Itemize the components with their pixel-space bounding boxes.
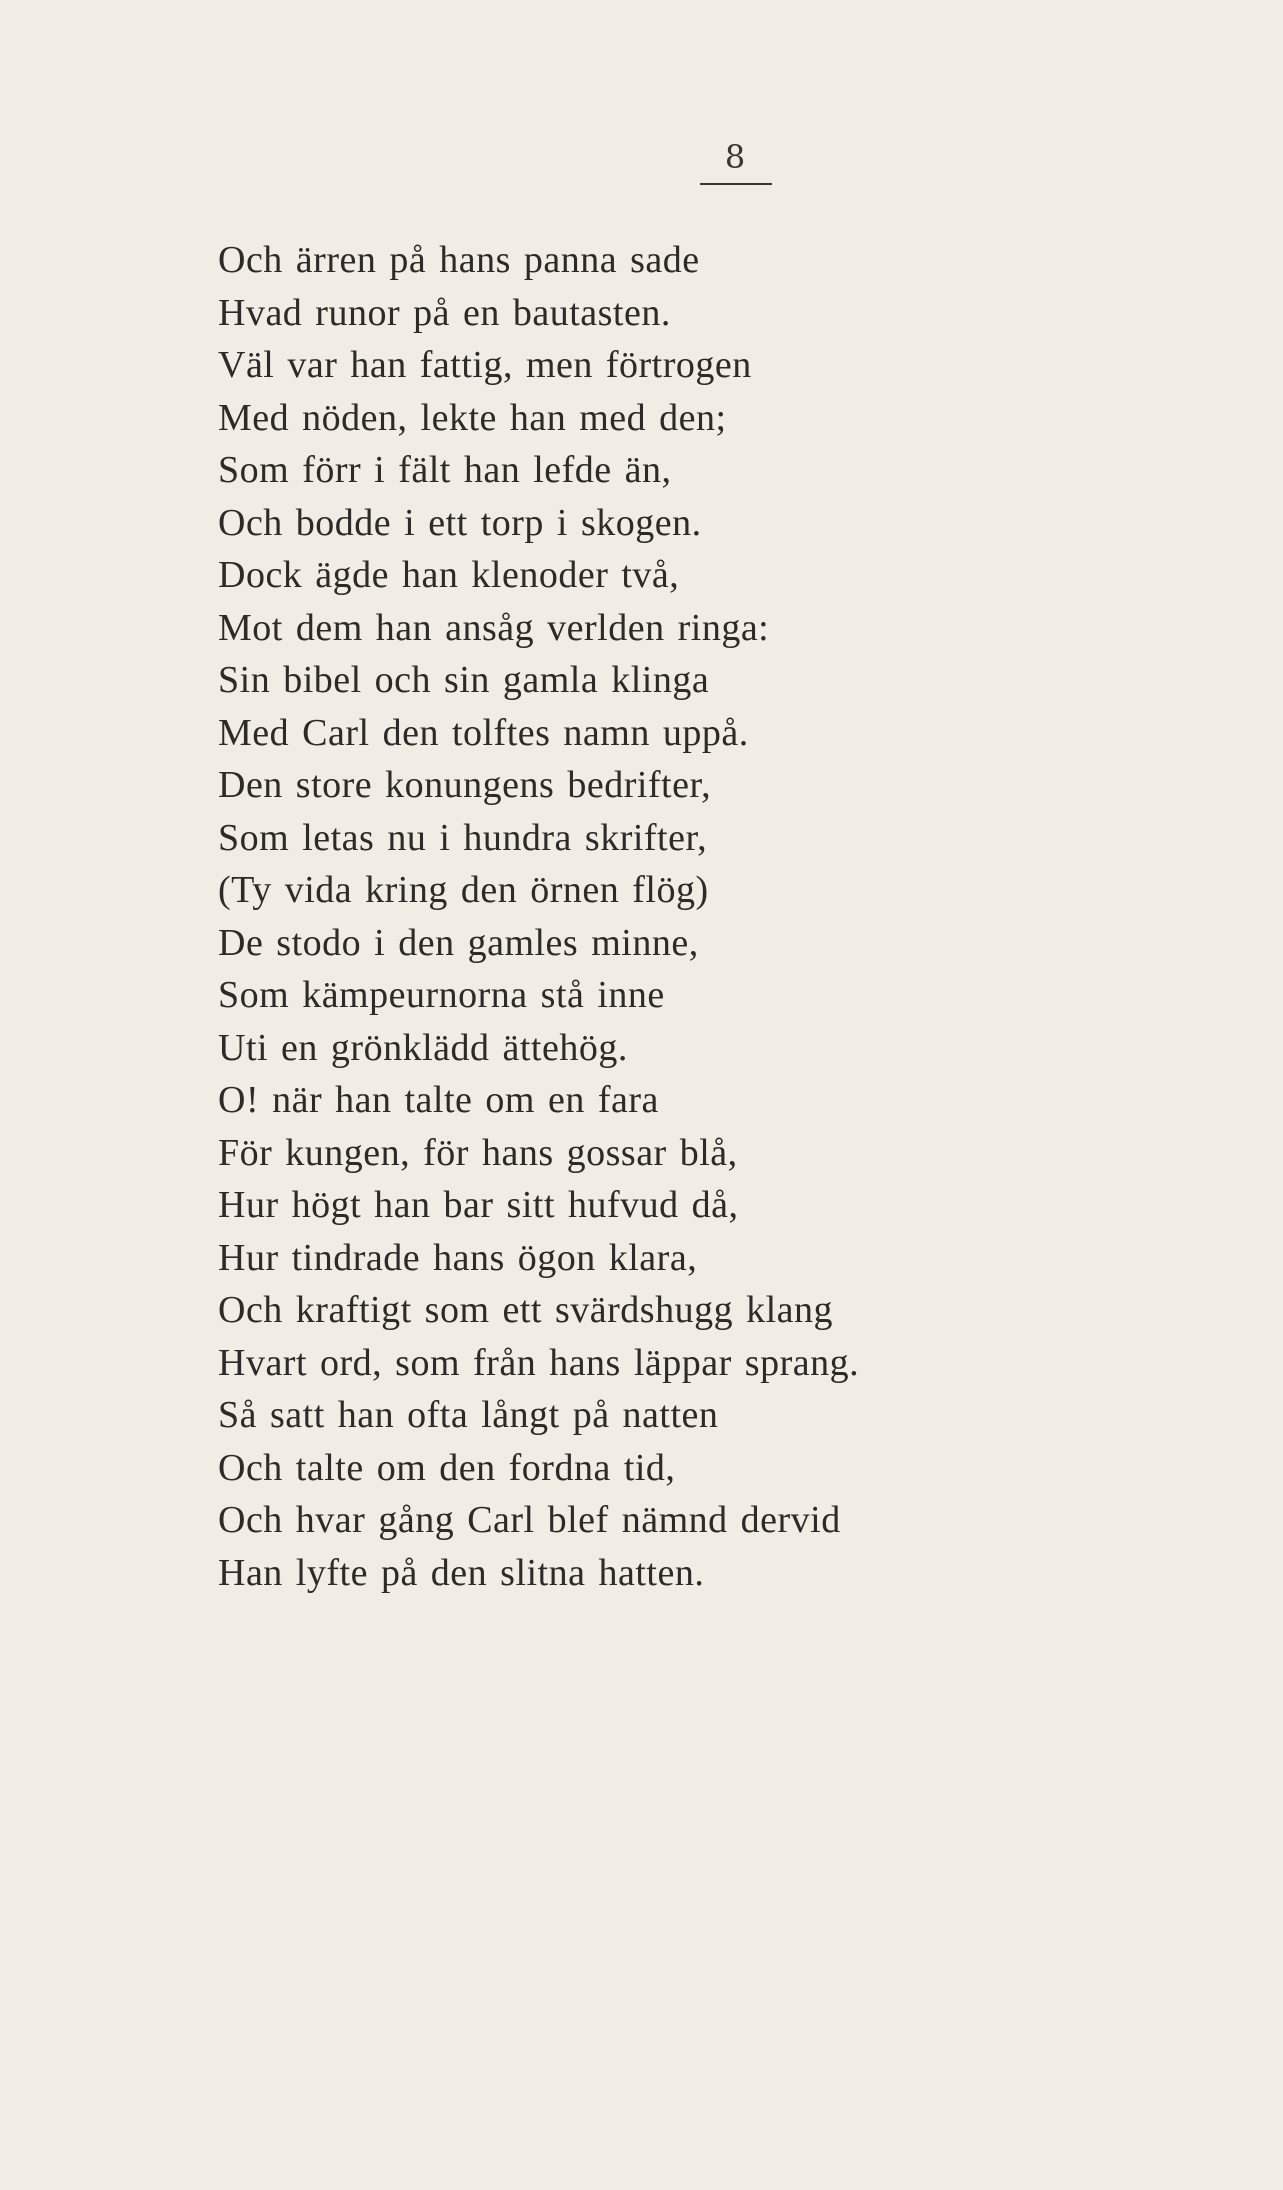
poem-line: Hvart ord, som från hans läppar sprang. <box>218 1341 860 1384</box>
poem-line: Han lyfte på den slitna hatten. <box>218 1551 705 1594</box>
poem-line: Mot dem han ansåg verlden ringa: <box>218 606 770 649</box>
poem-line: Och hvar gång Carl blef nämnd dervid <box>218 1499 841 1541</box>
page-number: 8 <box>724 138 746 176</box>
poem-line: Hvad runor på en bautasten. <box>218 291 671 334</box>
poem-line: Dock ägde han klenoder två, <box>218 554 680 596</box>
poem-line: För kungen, för hans gossar blå, <box>218 1131 738 1174</box>
poem-line: Som förr i fält han lefde än, <box>218 449 672 491</box>
poem-line: Uti en grönklädd ättehög. <box>218 1026 628 1069</box>
poem-line: Och ärren på hans panna sade <box>218 239 700 281</box>
poem-line: Och bodde i ett torp i skogen. <box>218 501 702 544</box>
poem-text <box>218 234 1258 1599</box>
poem-line: (Ty vida kring den örnen flög) <box>218 869 709 911</box>
poem-line: Den store konungens bedrifter, <box>218 764 712 806</box>
poem-line: Hur tindrade hans ögon klara, <box>218 1236 698 1279</box>
poem-line: Väl var han fattig, men förtrogen <box>218 344 752 386</box>
poem-line: Sin bibel och sin gamla klinga <box>218 659 710 701</box>
poem-line: O! när han talte om en fara <box>218 1079 659 1121</box>
page-number-rule <box>700 183 772 185</box>
poem-line: Och talte om den fordna tid, <box>218 1446 676 1489</box>
poem-line: Som letas nu i hundra skrifter, <box>218 816 708 859</box>
poem-line: Med nöden, lekte han med den; <box>218 396 727 439</box>
poem-line: Med Carl den tolftes namn uppå. <box>218 711 749 754</box>
poem-line: Som kämpeurnorna stå inne <box>218 974 665 1016</box>
poem-line: Och kraftigt som ett svärdshugg klang <box>218 1289 834 1331</box>
poem-line: De stodo i den gamles minne, <box>218 921 699 964</box>
poem-line: Så satt han ofta långt på natten <box>218 1394 719 1436</box>
poem-line: Hur högt han bar sitt hufvud då, <box>218 1184 739 1226</box>
